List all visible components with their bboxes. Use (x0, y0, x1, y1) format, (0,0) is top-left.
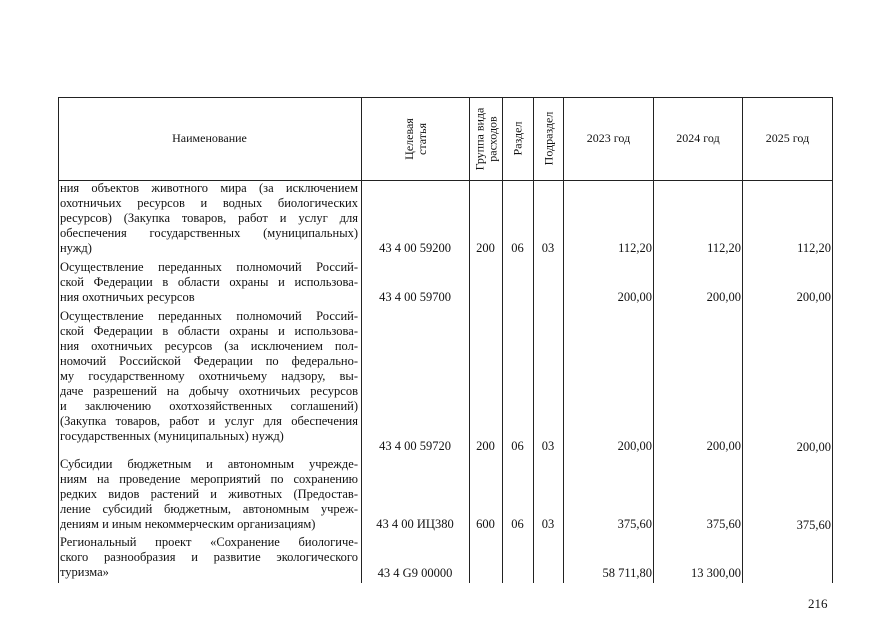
header-2024: 2024 год (676, 131, 720, 145)
row-amount-2023: 200,00 (617, 290, 652, 304)
header-name: Наименование (172, 131, 247, 145)
row-amount-2025: 375,60 (796, 518, 831, 532)
header-2025: 2025 год (765, 131, 810, 145)
row-section: 06 (511, 241, 524, 255)
row-name-line: дениям и иным некоммерческим организациям) (60, 517, 316, 531)
header-2023: 2023 год (586, 131, 631, 145)
row-subsection: 03 (541, 517, 555, 531)
header-expense-group-text: Группа вида расходов (472, 107, 499, 170)
row-amount-2024: 375,60 (706, 517, 741, 531)
header-subsection-text: Подраздел (541, 111, 556, 166)
row-target-article: 43 4 00 59200 (379, 241, 451, 255)
row-amount-2023: 58 711,80 (602, 566, 652, 580)
row-subsection: 03 (541, 439, 555, 453)
row-target-article: 43 4 00 59720 (379, 439, 451, 453)
row-target-article: 43 4 00 59700 (379, 290, 451, 304)
page-number: 216 (808, 596, 828, 611)
row-name-line: номочий Российской Федерации по федерально- (60, 354, 358, 368)
row-name-line: ниям на проведение мероприятий по сохранению (60, 472, 358, 486)
row-name-line: му государственному охотничьему надзору, вы- (60, 369, 358, 383)
row-target-article: 43 4 00 ИЦ380 (376, 517, 454, 531)
row-name-line: ского разнообразия и развитие экологического (60, 550, 358, 564)
row-name-line: ния охотничьих ресурсов (за исключением пол- (60, 339, 358, 353)
header-target-article-text: Целевая статья (401, 117, 429, 160)
row-name-line: и заключению охотхозяйственных соглашений) (60, 399, 358, 413)
row-name-line: ской Федерации в области охраны и использова- (60, 275, 358, 289)
row-section: 06 (511, 517, 524, 531)
row-expense-group: 600 (476, 517, 495, 531)
header-section-text: Раздел (510, 121, 525, 156)
row-name-line: охотничьих ресурсов и водных биологических (60, 196, 358, 210)
row-name-line: нужд) (60, 241, 92, 255)
row-name-line: ской Федерации в области охраны и использова- (60, 324, 358, 338)
row-expense-group: 200 (476, 439, 495, 453)
row-name-line: Осуществление переданных полномочий Россий- (60, 309, 358, 323)
row-name-line: даче разрешений на добычу охотничьих ресурсов (60, 384, 358, 398)
row-amount-2023: 375,60 (617, 517, 652, 531)
row-name-line: редких видов растений и животных (Предостав- (60, 487, 358, 501)
header-target-article (362, 97, 469, 180)
row-amount-2025: 200,00 (796, 290, 831, 304)
row-expense-group: 200 (476, 241, 495, 255)
header-expense-group (470, 97, 502, 180)
row-amount-2025: 112,20 (797, 241, 831, 255)
row-amount-2025: 200,00 (796, 440, 831, 454)
row-target-article: 43 4 G9 00000 (377, 566, 453, 580)
row-name-line: (Закупка товаров, работ и услуг для обеспечения (60, 414, 358, 428)
row-amount-2023: 112,20 (618, 241, 652, 255)
row-amount-2023: 200,00 (617, 439, 652, 453)
row-amount-2024: 200,00 (706, 290, 741, 304)
col-divider (832, 97, 833, 583)
row-name-line: туризма» (60, 565, 109, 579)
row-subsection: 03 (541, 241, 555, 255)
row-amount-2024: 200,00 (706, 439, 741, 453)
budget-table (58, 97, 833, 583)
row-name-line: обеспечения государственных (муниципальных) (60, 226, 358, 240)
row-name-line: ление субсидий бюджетным, автономным учреж- (60, 502, 358, 516)
header-subsection (534, 97, 563, 180)
header-section (503, 97, 533, 180)
row-name-line: ния охотничьих ресурсов (60, 290, 195, 304)
row-name-line: Субсидии бюджетным и автономным учрежде- (60, 457, 358, 471)
row-name-line: Осуществление переданных полномочий Россий- (60, 260, 358, 274)
row-amount-2024: 112,20 (707, 241, 741, 255)
row-name-line: ресурсов) (Закупка товаров, работ и услуг для (60, 211, 358, 225)
row-name-line: государственных (муниципальных) нужд) (60, 429, 284, 443)
row-amount-2024: 13 300,00 (691, 566, 741, 580)
row-name-line: ния объектов животного мира (за исключением (60, 181, 358, 195)
row-section: 06 (511, 439, 524, 453)
row-name-line: Региональный проект «Сохранение биологиче- (60, 535, 358, 549)
